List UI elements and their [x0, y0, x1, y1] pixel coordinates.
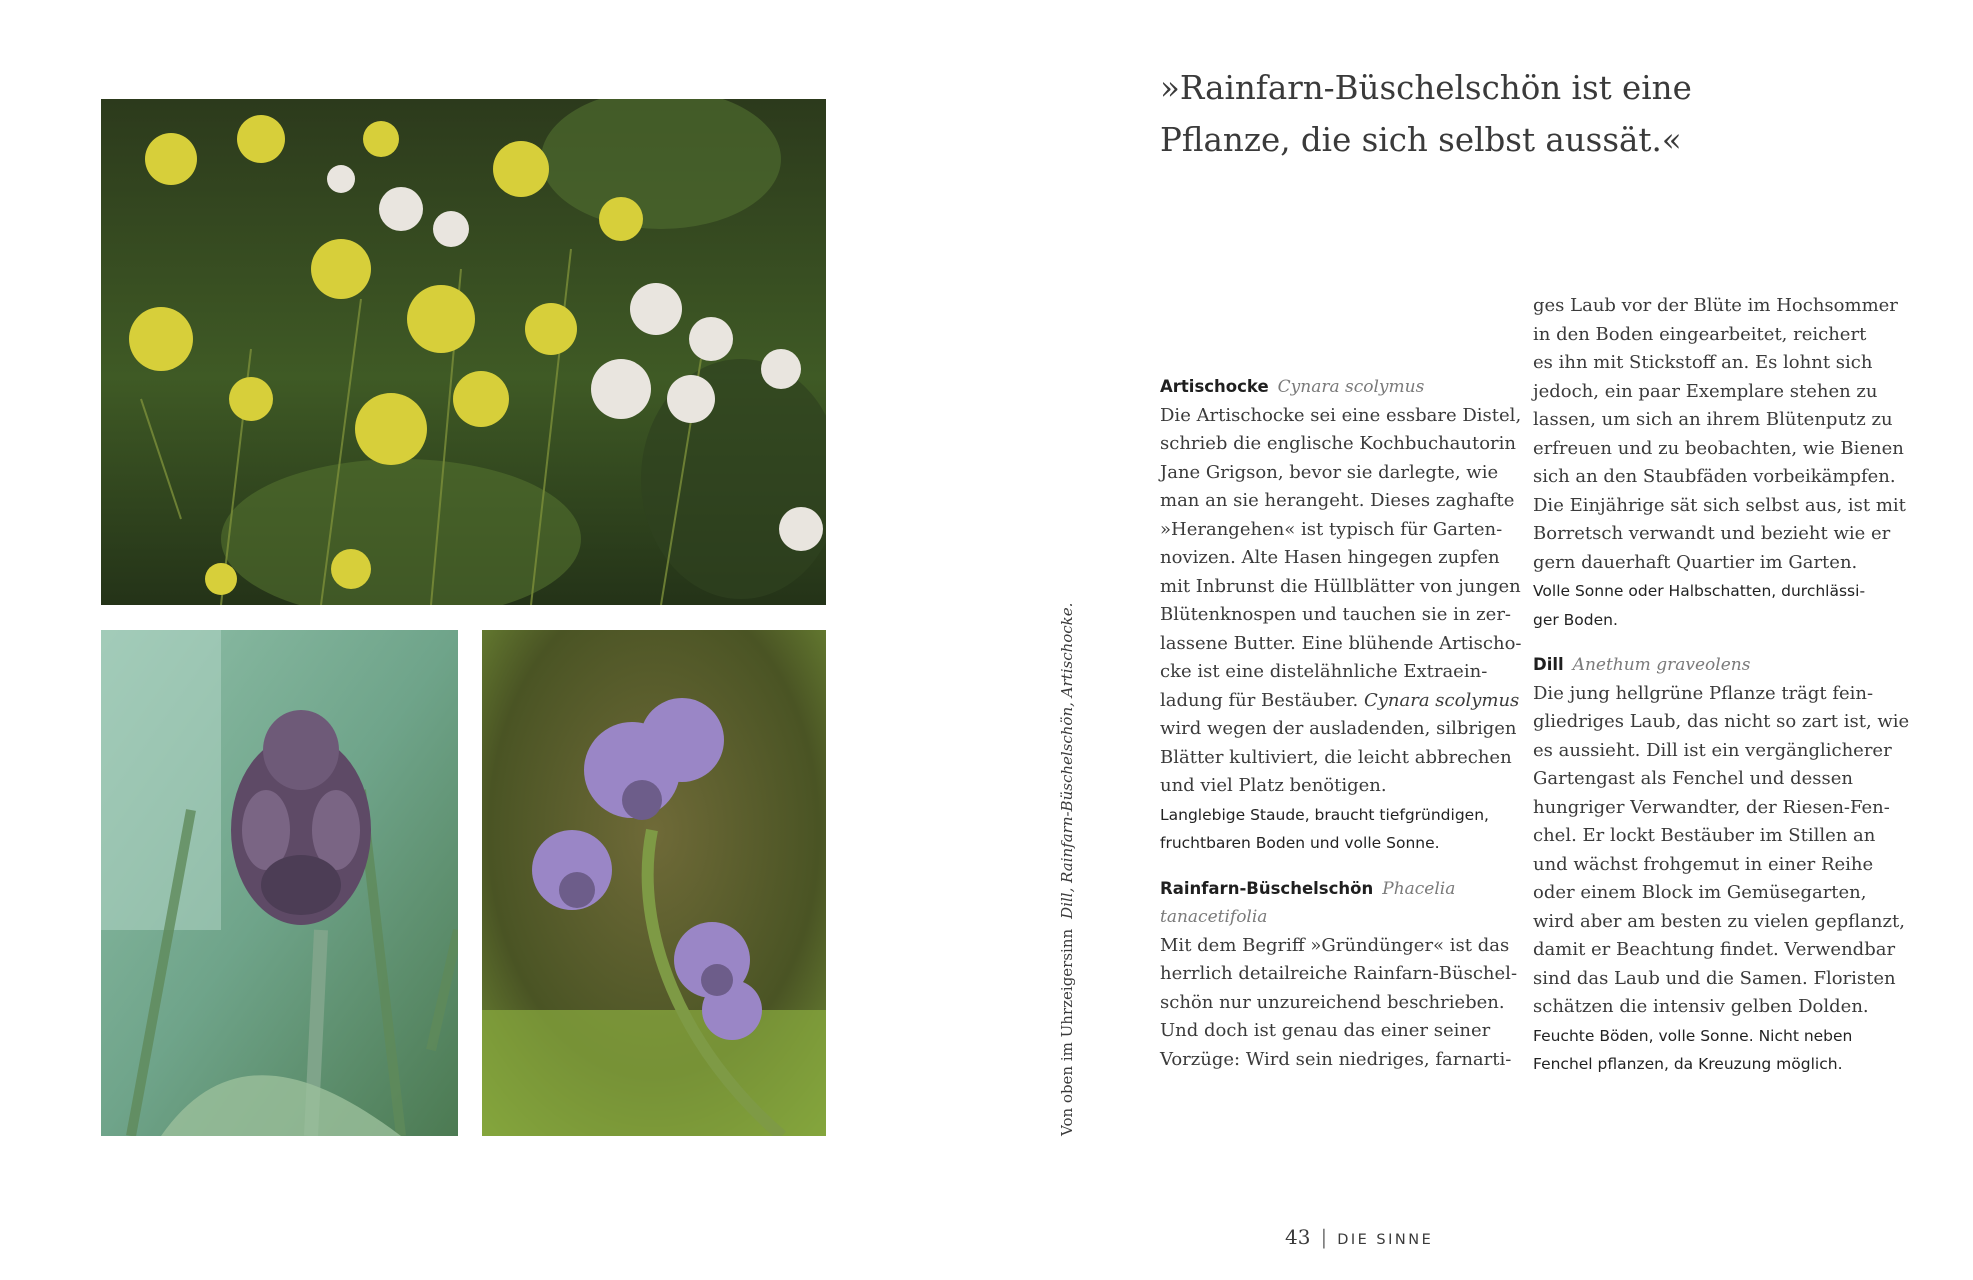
body-line: »Herangehen« ist typisch für Garten- [1160, 518, 1503, 540]
plant-latin-name: Anethum graveolens [1572, 655, 1751, 675]
plant-name: Dill [1533, 655, 1564, 674]
care-note: Feuchte Böden, volle Sonne. Nicht neben [1533, 1026, 1853, 1045]
care-note: Langlebige Staude, braucht tiefgründigen, [1160, 805, 1489, 824]
body-line: Jane Grigson, bevor sie darlegte, wie [1160, 461, 1499, 483]
entry-heading-artischocke [1160, 373, 1520, 402]
photo-phacelia [482, 630, 826, 1136]
body-line: lassene Butter. Eine blühende Artischo- [1160, 632, 1522, 654]
plant-name: Rainfarn-Büschelschön [1160, 878, 1374, 898]
plant-latin-name: Phacelia [1382, 878, 1456, 899]
text-column-right [1533, 292, 1910, 1079]
body-line: Die Artischocke sei eine essbare Distel, [1160, 404, 1522, 426]
body-line: es ihn mit Stickstoff an. Es lohnt sich [1533, 352, 1873, 373]
footer-separator: | [1320, 1225, 1328, 1249]
photo-artichoke [101, 630, 458, 1136]
body-text: ladung für Bestäuber. [1160, 689, 1359, 711]
photo-caption [1058, 603, 1076, 1136]
body-line: erfreuen und zu beobachten, wie Bienen [1533, 437, 1904, 459]
body-line: schön nur unzureichend beschrieben. [1160, 991, 1505, 1013]
body-line: gern dauerhaft Quartier im Garten. [1533, 551, 1858, 573]
body-line: und wächst frohgemut in einer Reihe [1533, 853, 1874, 875]
body-line: Die Einjährige sät sich selbst aus, ist mit [1533, 494, 1906, 516]
body-line: oder einem Block im Gemüsegarten, [1533, 882, 1867, 903]
body-line [1160, 687, 1520, 716]
pull-quote-line: »Rainfarn-Büschelschön ist eine [1160, 69, 1692, 107]
body-line: wird aber am besten zu vielen gepflanzt, [1533, 910, 1905, 932]
care-note: Volle Sonne oder Halbschatten, durchlässi- [1533, 582, 1866, 600]
body-line: Die jung hellgrüne Pflanze trägt fein- [1533, 682, 1874, 704]
plant-latin-name: tanacetifolia [1160, 907, 1268, 927]
body-line: ges Laub vor der Blüte im Hochsommer [1533, 295, 1898, 316]
body-line: herrlich detailreiche Rainfarn-Büschel- [1160, 963, 1518, 984]
caption-items: Dill, Rainfarn-Büschelschön, Artischocke. [1058, 602, 1076, 919]
phacelia-photo-illustration [482, 630, 826, 1136]
pull-quote [1160, 62, 1860, 166]
care-note: ger Boden. [1533, 610, 1618, 629]
photo-dill [101, 99, 826, 605]
page-number: 43 [1285, 1225, 1311, 1249]
body-line: damit er Beachtung findet. Verwendbar [1533, 939, 1896, 960]
body-line: novizen. Alte Hasen hingegen zupfen [1160, 547, 1500, 568]
dill-photo-illustration [101, 99, 826, 605]
plant-latin-name-cont [1160, 903, 1520, 932]
body-line: Mit dem Begriff »Gründünger« ist das [1160, 934, 1510, 956]
latin-inline: Cynara scolymus [1363, 689, 1520, 711]
body-line: Gartengast als Fenchel und dessen [1533, 768, 1853, 789]
body-line: schätzen die intensiv gelben Dolden. [1533, 996, 1869, 1017]
body-line: lassen, um sich an ihrem Blütenputz zu [1533, 409, 1893, 430]
body-line: Blütenknospen und tauchen sie in zer- [1160, 604, 1512, 625]
body-line: mit Inbrunst die Hüllblätter von jungen [1160, 575, 1521, 597]
caption-prefix: Von oben im Uhrzeigersinn [1058, 928, 1076, 1136]
plant-name: Artischocke [1160, 377, 1269, 396]
entry-heading-dill [1533, 651, 1903, 680]
body-line: gliedriges Laub, das nicht so zart ist, wie [1533, 711, 1910, 732]
body-line: wird wegen der ausladenden, silbrigen [1160, 718, 1517, 739]
plant-latin-name: Cynara scolymus [1277, 377, 1425, 397]
body-line: Blätter kultiviert, die leicht abbrechen [1160, 746, 1512, 768]
body-line: in den Boden eingearbeitet, reichert [1533, 323, 1867, 345]
entry-heading-phacelia [1160, 875, 1520, 904]
body-line: es aussieht. Dill ist ein vergänglicherer [1533, 739, 1892, 761]
body-line: sich an den Staubfäden vorbeikämpfen. [1533, 466, 1896, 487]
body-line: Borretsch verwandt und bezieht wie er [1533, 523, 1891, 544]
body-line: hungriger Verwandter, der Riesen-Fen- [1533, 796, 1890, 818]
body-line: man an sie herangeht. Dieses zaghafte [1160, 490, 1515, 511]
artichoke-photo-illustration [101, 630, 458, 1136]
care-note: Fenchel pflanzen, da Kreuzung möglich. [1533, 1055, 1843, 1073]
care-note: fruchtbaren Boden und volle Sonne. [1160, 834, 1440, 852]
body-line: schrieb die englische Kochbuchautorin [1160, 433, 1517, 454]
text-column-left [1160, 373, 1520, 1074]
body-line: sind das Laub und die Samen. Floristen [1533, 967, 1896, 989]
pull-quote-line: Pflanze, die sich selbst aussät.« [1160, 121, 1682, 159]
body-line: jedoch, ein paar Exemplare stehen zu [1533, 380, 1878, 402]
page-footer [1285, 1225, 1433, 1249]
body-line: Vorzüge: Wird sein niedriges, farnarti- [1160, 1048, 1512, 1070]
body-line: Und doch ist genau das einer seiner [1160, 1020, 1491, 1041]
body-line: chel. Er lockt Bestäuber im Stillen an [1533, 825, 1876, 846]
section-title: DIE SINNE [1337, 1232, 1434, 1248]
body-line: und viel Platz benötigen. [1160, 775, 1387, 796]
body-line: cke ist eine distelähnliche Extraein- [1160, 661, 1488, 682]
